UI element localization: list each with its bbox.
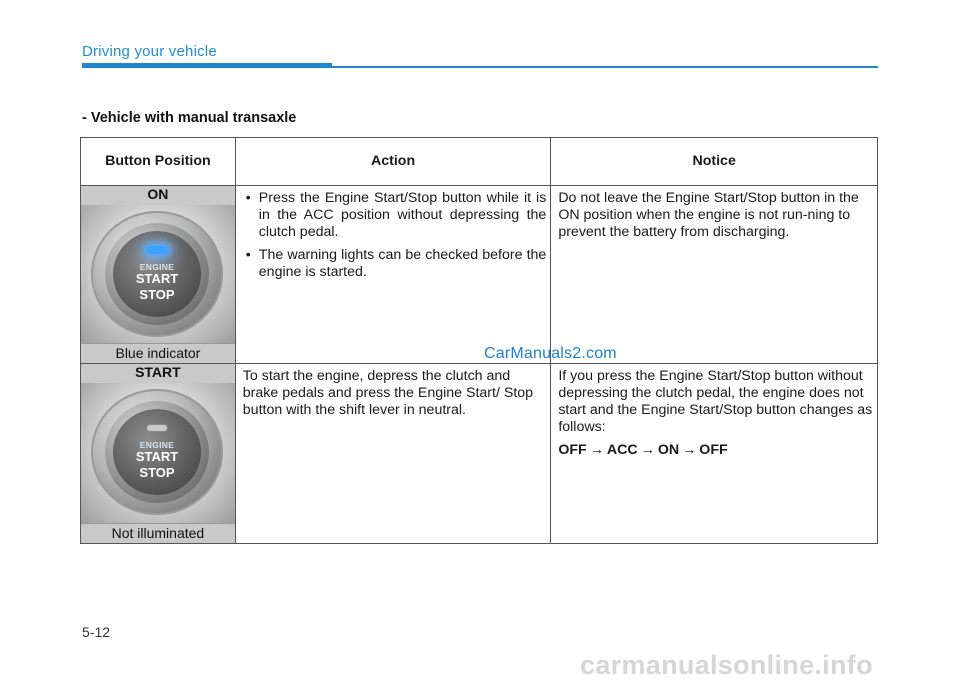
table-row-on — [81, 186, 878, 364]
indicator-caption-on: Blue indicator — [81, 343, 235, 363]
action-cell-on — [235, 186, 551, 364]
table-header-row — [81, 138, 878, 186]
arrow-right-icon: → — [589, 442, 604, 458]
arrow-right-icon: → — [682, 442, 697, 458]
mode-label-on: ON — [81, 186, 235, 205]
section-title: Driving your vehicle — [82, 43, 217, 60]
engine-start-stop-icon — [113, 231, 201, 317]
engine-start-stop-icon — [113, 409, 201, 495]
engine-button-image-start — [81, 383, 235, 523]
sequence-step: OFF — [699, 442, 728, 458]
footer-watermark: carmanualsonline.info — [580, 650, 873, 680]
header-rule-thick — [82, 63, 332, 68]
sequence-step: ON — [657, 442, 680, 458]
column-header-action: Action — [235, 138, 551, 186]
button-text-engine: ENGINE — [139, 262, 175, 272]
button-text-start: START — [135, 271, 179, 286]
button-outer-ring — [91, 389, 223, 515]
button-position-cell-on — [81, 186, 236, 364]
button-text-start: START — [135, 449, 179, 464]
notice-cell-start — [551, 364, 878, 544]
button-outer-ring — [91, 211, 223, 337]
unlit-indicator-light-icon — [146, 424, 168, 432]
column-header-notice: Notice — [551, 138, 878, 186]
action-list-on — [243, 190, 547, 281]
indicator-caption-start: Not illuminated — [81, 523, 235, 543]
arrow-right-icon: → — [640, 442, 655, 458]
header-rule-thin — [332, 66, 878, 68]
action-item: • Press the Engine Start/Stop button while it is in the ACC position without depressing the clutch pedal. — [243, 190, 547, 241]
sequence-step: ACC — [606, 442, 638, 458]
button-text-engine: ENGINE — [139, 440, 175, 450]
button-text-stop: STOP — [139, 287, 175, 302]
table-row-start — [81, 364, 878, 544]
subheading: - Vehicle with manual transaxle — [82, 110, 297, 126]
notice-text-start: If you press the Engine Start/Stop button without depressing the clutch pedal, the engine does not start and the Engine Start/Stop button changes as follows: — [558, 368, 873, 435]
button-mid-ring — [105, 401, 209, 503]
sequence-step: OFF — [558, 442, 587, 458]
button-text-stop: STOP — [139, 465, 175, 480]
button-position-table — [80, 137, 878, 544]
action-cell-start: To start the engine, depress the clutch and brake pedals and press the Engine Start/ Stop button with the shift lever in neutral. — [235, 364, 551, 544]
button-mid-ring — [105, 223, 209, 325]
page-number: 5-12 — [82, 624, 111, 640]
engine-button-image-on — [81, 205, 235, 343]
action-item: • The warning lights can be checked before the engine is started. — [243, 247, 547, 281]
column-header-button-position: Button Position — [81, 138, 236, 186]
blue-indicator-light-icon — [146, 246, 168, 254]
notice-cell-on: Do not leave the Engine Start/Stop button in the ON position when the engine is not run-ning to prevent the battery from discharging. — [551, 186, 878, 364]
button-position-cell-start — [81, 364, 236, 544]
mode-sequence — [558, 442, 873, 459]
mode-label-start: START — [81, 364, 235, 383]
watermark-link[interactable]: CarManuals2.com — [484, 345, 617, 362]
